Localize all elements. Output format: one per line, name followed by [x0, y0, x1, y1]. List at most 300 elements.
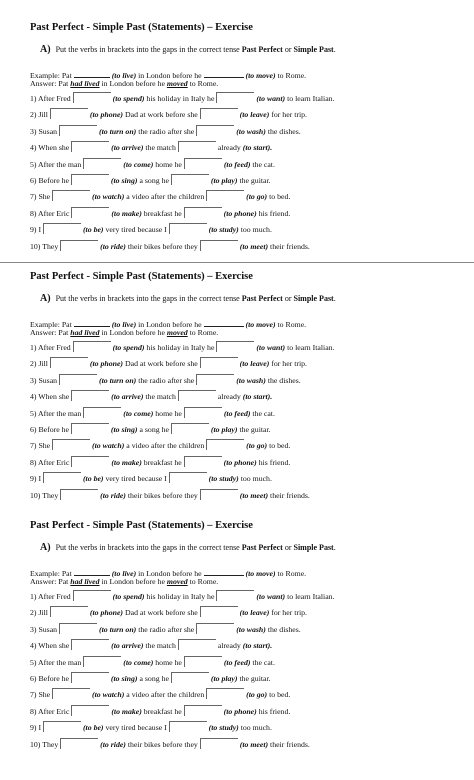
item-text: his friend. — [258, 706, 291, 716]
item-text: his holiday in Italy he — [146, 343, 215, 352]
answer-gap-input[interactable] — [59, 374, 97, 385]
exercise-item — [30, 656, 275, 668]
answer-gap-input[interactable] — [171, 174, 209, 185]
answer-gap-input[interactable] — [169, 472, 207, 483]
item-text: to bed. — [269, 441, 291, 451]
item-verb: (to arrive) — [111, 143, 144, 153]
item-verb: (to meet) — [239, 241, 269, 251]
answer-gap-input[interactable] — [71, 390, 109, 401]
item-verb: (to be) — [82, 723, 104, 733]
instruction-text: Put the verbs in brackets into the gaps in the correct tense — [55, 45, 240, 54]
answer-gap-input[interactable] — [200, 489, 238, 500]
answer-line — [30, 577, 218, 587]
item-text: 8) After Eric — [30, 208, 70, 218]
item-text: 1) After Fred — [30, 94, 71, 103]
item-text: for her trip. — [271, 608, 307, 618]
item-text: 9) I — [30, 474, 42, 484]
example-blank — [74, 69, 110, 78]
instruction-text: Put the verbs in brackets into the gaps in the correct tense — [55, 294, 240, 303]
exercise-item — [30, 190, 290, 202]
item-verb: (to make) — [111, 706, 142, 716]
item-verb: (to phone) — [223, 706, 257, 716]
instruction — [40, 542, 336, 553]
answer-gap-input[interactable] — [206, 688, 244, 699]
item-text: his friend. — [258, 208, 291, 218]
item-text: the guitar. — [239, 425, 271, 434]
item-text: to learn Italian. — [287, 343, 335, 352]
item-text: 1) After Fred — [30, 343, 71, 352]
item-verb: (to sing) — [110, 176, 138, 185]
item-text: his holiday in Italy he — [146, 592, 215, 601]
example-blank — [74, 318, 110, 327]
item-text: (to start). — [242, 143, 273, 153]
item-text: a video after the children — [126, 192, 205, 202]
instruction-option-2: Simple Past — [293, 45, 334, 54]
exercise-item — [30, 738, 310, 750]
answer-gap-input[interactable] — [169, 223, 207, 234]
exercise-item — [30, 623, 301, 635]
item-text: a song he — [139, 674, 169, 683]
answer-verb: moved — [166, 79, 188, 88]
item-verb: (to spend) — [112, 343, 145, 352]
section-divider — [0, 262, 474, 263]
item-text: to learn Italian. — [287, 592, 335, 601]
answer-gap-input[interactable] — [184, 656, 222, 667]
answer-verb: moved — [166, 328, 188, 337]
answer-gap-input[interactable] — [50, 357, 88, 368]
instruction — [40, 44, 336, 55]
instruction-letter: A) — [40, 542, 51, 553]
item-text: the match — [145, 641, 176, 651]
answer-gap-input[interactable] — [71, 141, 109, 152]
example-blank — [204, 318, 244, 327]
answer-gap-input[interactable] — [216, 92, 254, 103]
answer-gap-input[interactable] — [83, 158, 121, 169]
item-text: a video after the children — [126, 690, 205, 700]
answer-gap-input[interactable] — [71, 174, 109, 185]
answer-gap-input[interactable] — [178, 390, 216, 401]
item-verb: (to turn on) — [98, 624, 137, 634]
item-verb: (to ride) — [100, 739, 126, 749]
item-verb: (to ride) — [100, 241, 126, 251]
item-verb: (to come) — [123, 408, 154, 418]
item-verb: (to leave) — [239, 110, 270, 120]
item-verb: (to go) — [246, 192, 268, 202]
example-verb: (to move) — [245, 71, 276, 80]
item-text: 8) After Eric — [30, 457, 70, 467]
answer-verb: moved — [166, 577, 188, 586]
item-verb: (to arrive) — [111, 641, 144, 651]
answer-gap-input[interactable] — [43, 223, 81, 234]
item-text: their bikes before they — [127, 241, 198, 251]
exercise-item — [30, 108, 307, 120]
exercise-item — [30, 125, 301, 137]
exercise-item — [30, 341, 335, 353]
exercise-item — [30, 721, 272, 733]
item-text: their bikes before they — [127, 490, 198, 500]
item-verb: (to watch) — [92, 441, 125, 451]
item-text: 6) Before he — [30, 425, 69, 434]
item-verb: (to ride) — [100, 490, 126, 500]
instruction-option-1: Past Perfect — [241, 45, 283, 54]
exercise-item — [30, 489, 310, 501]
item-text: 8) After Eric — [30, 706, 70, 716]
example-verb: (to live) — [111, 569, 137, 578]
answer-gap-input[interactable] — [71, 207, 109, 218]
example-text: in London before he — [138, 320, 202, 329]
item-verb: (to study) — [208, 474, 239, 484]
item-text: the dishes. — [267, 624, 301, 634]
answer-line — [30, 79, 218, 89]
example-text: Example: Pat — [30, 320, 72, 329]
answer-gap-input[interactable] — [200, 738, 238, 749]
item-text: home he — [155, 408, 182, 418]
answer-gap-input[interactable] — [73, 341, 111, 352]
answer-text: Answer: Pat — [30, 328, 69, 337]
item-text: for her trip. — [271, 359, 307, 369]
item-verb: (to come) — [123, 159, 154, 169]
item-verb: (to be) — [82, 474, 104, 484]
answer-text: in London before he — [101, 79, 165, 88]
item-verb: (to meet) — [239, 490, 269, 500]
item-text: breakfast he — [143, 457, 182, 467]
example-text: to Rome. — [277, 320, 307, 329]
item-text: 7) She — [30, 441, 51, 451]
item-verb: already — [217, 641, 241, 651]
answer-gap-input[interactable] — [184, 207, 222, 218]
item-verb: (to meet) — [239, 739, 269, 749]
instruction-end: . — [333, 543, 336, 552]
answer-gap-input[interactable] — [43, 472, 81, 483]
exercise-item — [30, 472, 272, 484]
item-text: 3) Susan — [30, 624, 58, 634]
answer-gap-input[interactable] — [200, 240, 238, 251]
exercise-item — [30, 92, 335, 104]
item-text: too much. — [240, 225, 272, 235]
answer-text: in London before he — [101, 577, 165, 586]
example-verb: (to move) — [245, 320, 276, 329]
exercise-item — [30, 606, 307, 618]
exercise-item — [30, 639, 272, 651]
answer-line — [30, 328, 218, 338]
item-text: home he — [155, 159, 182, 169]
example-blank — [204, 567, 244, 576]
item-verb: (to wash) — [236, 126, 266, 136]
instruction-end: . — [333, 294, 336, 303]
answer-gap-input[interactable] — [206, 439, 244, 450]
answer-text: to Rome. — [189, 577, 219, 586]
item-text: too much. — [240, 723, 272, 733]
answer-gap-input[interactable] — [73, 590, 111, 601]
answer-text: to Rome. — [189, 79, 219, 88]
item-text: very tired because I — [105, 474, 167, 484]
answer-gap-input[interactable] — [60, 489, 98, 500]
item-verb: (to play) — [210, 176, 238, 185]
item-text: 2) Jill — [30, 359, 48, 369]
item-text: a video after the children — [126, 441, 205, 451]
item-verb: (to phone) — [223, 208, 257, 218]
answer-gap-input[interactable] — [200, 606, 238, 617]
item-text: (to start). — [242, 641, 273, 651]
exercise-item — [30, 423, 271, 435]
item-verb: (to want) — [256, 592, 286, 601]
item-text: the match — [145, 392, 176, 402]
item-text: to bed. — [269, 192, 291, 202]
example-text: in London before he — [138, 569, 202, 578]
answer-gap-input[interactable] — [43, 721, 81, 732]
answer-gap-input[interactable] — [52, 190, 90, 201]
example-blank — [204, 69, 244, 78]
answer-gap-input[interactable] — [59, 125, 97, 136]
answer-text: Answer: Pat — [30, 79, 69, 88]
answer-gap-input[interactable] — [71, 456, 109, 467]
item-verb: (to sing) — [110, 674, 138, 683]
instruction-or: or — [284, 543, 292, 552]
item-verb: (to study) — [208, 225, 239, 235]
item-verb: (to feed) — [223, 159, 251, 169]
item-verb: (to come) — [123, 657, 154, 667]
item-text: 5) After the man — [30, 159, 82, 169]
item-verb: (to watch) — [92, 192, 125, 202]
item-text: 9) I — [30, 723, 42, 733]
item-verb: (to play) — [210, 425, 238, 434]
instruction-letter: A) — [40, 293, 51, 304]
item-text: a song he — [139, 425, 169, 434]
item-text: 4) When she — [30, 143, 70, 153]
answer-gap-input[interactable] — [200, 108, 238, 119]
answer-gap-input[interactable] — [178, 639, 216, 650]
item-verb: (to wash) — [236, 375, 266, 385]
item-verb: already — [217, 143, 241, 153]
item-text: his holiday in Italy he — [146, 94, 215, 103]
answer-gap-input[interactable] — [184, 705, 222, 716]
item-text: Dad at work before she — [124, 608, 198, 618]
answer-gap-input[interactable] — [184, 456, 222, 467]
exercise-item — [30, 705, 290, 717]
item-verb: (to make) — [111, 208, 142, 218]
item-verb: (to go) — [246, 441, 268, 451]
item-verb: (to phone) — [89, 608, 124, 618]
answer-gap-input[interactable] — [60, 240, 98, 251]
item-verb: (to study) — [208, 723, 239, 733]
item-text: 3) Susan — [30, 126, 58, 136]
item-text: the guitar. — [239, 176, 271, 185]
item-text: very tired because I — [105, 723, 167, 733]
item-text: 10) They — [30, 739, 59, 749]
example-blank — [74, 567, 110, 576]
item-text: their friends. — [270, 241, 310, 251]
answer-gap-input[interactable] — [73, 92, 111, 103]
exercise-item — [30, 374, 301, 386]
exercise-item — [30, 688, 290, 700]
instruction-or: or — [284, 45, 292, 54]
item-text: their friends. — [270, 490, 310, 500]
answer-gap-input[interactable] — [184, 407, 222, 418]
exercise-item — [30, 240, 310, 252]
instruction-option-2: Simple Past — [293, 543, 334, 552]
item-verb: (to leave) — [239, 608, 270, 618]
answer-gap-input[interactable] — [216, 341, 254, 352]
answer-gap-input[interactable] — [50, 606, 88, 617]
item-text: breakfast he — [143, 706, 182, 716]
item-text: 6) Before he — [30, 176, 69, 185]
item-text: the radio after she — [138, 126, 195, 136]
answer-gap-input[interactable] — [200, 357, 238, 368]
exercise-item — [30, 223, 272, 235]
item-text: 6) Before he — [30, 674, 69, 683]
instruction-or: or — [284, 294, 292, 303]
answer-gap-input[interactable] — [196, 374, 234, 385]
item-text: 2) Jill — [30, 608, 48, 618]
answer-gap-input[interactable] — [71, 705, 109, 716]
item-text: the guitar. — [239, 674, 271, 683]
answer-gap-input[interactable] — [171, 672, 209, 683]
answer-gap-input[interactable] — [216, 590, 254, 601]
exercise-item — [30, 672, 271, 684]
item-text: 7) She — [30, 690, 51, 700]
answer-gap-input[interactable] — [178, 141, 216, 152]
exercise-item — [30, 456, 290, 468]
answer-gap-input[interactable] — [83, 407, 121, 418]
instruction-end: . — [333, 45, 336, 54]
exercise-title: Past Perfect - Simple Past (Statements) – Exercise — [30, 271, 253, 282]
item-text: Dad at work before she — [124, 110, 198, 120]
item-verb: (to arrive) — [111, 392, 144, 402]
exercise-item — [30, 158, 275, 170]
exercise-item — [30, 174, 271, 186]
answer-verb: had lived — [70, 577, 100, 586]
answer-gap-input[interactable] — [50, 108, 88, 119]
answer-gap-input[interactable] — [169, 721, 207, 732]
item-verb: (to sing) — [110, 425, 138, 434]
item-text: very tired because I — [105, 225, 167, 235]
answer-gap-input[interactable] — [196, 125, 234, 136]
answer-gap-input[interactable] — [71, 639, 109, 650]
item-text: 10) They — [30, 490, 59, 500]
item-text: Dad at work before she — [124, 359, 198, 369]
item-text: 10) They — [30, 241, 59, 251]
item-verb: (to turn on) — [98, 126, 137, 136]
item-text: the cat. — [252, 159, 275, 169]
item-text: 9) I — [30, 225, 42, 235]
answer-gap-input[interactable] — [206, 190, 244, 201]
example-verb: (to live) — [111, 320, 137, 329]
item-text: for her trip. — [271, 110, 307, 120]
instruction-option-1: Past Perfect — [241, 543, 283, 552]
exercise-title: Past Perfect - Simple Past (Statements) – Exercise — [30, 22, 253, 33]
exercise-item — [30, 390, 272, 402]
item-verb: (to wash) — [236, 624, 266, 634]
item-text: the match — [145, 143, 176, 153]
answer-text: in London before he — [101, 328, 165, 337]
answer-verb: had lived — [70, 79, 100, 88]
example-verb: (to live) — [111, 71, 137, 80]
exercise-item — [30, 590, 335, 602]
item-text: 4) When she — [30, 641, 70, 651]
item-text: his friend. — [258, 457, 291, 467]
exercise-item — [30, 141, 272, 153]
item-text: the radio after she — [138, 624, 195, 634]
item-text: the dishes. — [267, 375, 301, 385]
example-text: in London before he — [138, 71, 202, 80]
example-text: Example: Pat — [30, 569, 72, 578]
exercise-item — [30, 357, 307, 369]
answer-gap-input[interactable] — [71, 423, 109, 434]
instruction-option-2: Simple Past — [293, 294, 334, 303]
item-verb: already — [217, 392, 241, 402]
example-verb: (to move) — [245, 569, 276, 578]
item-text: the radio after she — [138, 375, 195, 385]
item-text: 7) She — [30, 192, 51, 202]
item-text: home he — [155, 657, 182, 667]
item-verb: (to turn on) — [98, 375, 137, 385]
item-verb: (to spend) — [112, 592, 145, 601]
answer-text: Answer: Pat — [30, 577, 69, 586]
item-text: 3) Susan — [30, 375, 58, 385]
example-text: to Rome. — [277, 569, 307, 578]
answer-gap-input[interactable] — [184, 158, 222, 169]
answer-gap-input[interactable] — [196, 623, 234, 634]
exercise-title: Past Perfect - Simple Past (Statements) – Exercise — [30, 520, 253, 531]
instruction — [40, 293, 336, 304]
item-verb: (to feed) — [223, 657, 251, 667]
item-verb: (to phone) — [223, 457, 257, 467]
item-text: their friends. — [270, 739, 310, 749]
item-verb: (to phone) — [89, 110, 124, 120]
answer-gap-input[interactable] — [171, 423, 209, 434]
item-verb: (to be) — [82, 225, 104, 235]
item-verb: (to leave) — [239, 359, 270, 369]
item-text: 2) Jill — [30, 110, 48, 120]
item-text: breakfast he — [143, 208, 182, 218]
item-text: to bed. — [269, 690, 291, 700]
exercise-item — [30, 407, 275, 419]
answer-gap-input[interactable] — [59, 623, 97, 634]
item-verb: (to want) — [256, 343, 286, 352]
item-text: their bikes before they — [127, 739, 198, 749]
answer-gap-input[interactable] — [52, 439, 90, 450]
instruction-letter: A) — [40, 44, 51, 55]
item-verb: (to play) — [210, 674, 238, 683]
answer-gap-input[interactable] — [83, 656, 121, 667]
example-text: Example: Pat — [30, 71, 72, 80]
item-verb: (to make) — [111, 457, 142, 467]
item-text: too much. — [240, 474, 272, 484]
item-verb: (to want) — [256, 94, 286, 103]
item-verb: (to phone) — [89, 359, 124, 369]
item-text: 1) After Fred — [30, 592, 71, 601]
item-verb: (to spend) — [112, 94, 145, 103]
answer-gap-input[interactable] — [60, 738, 98, 749]
item-text: 4) When she — [30, 392, 70, 402]
answer-text: to Rome. — [189, 328, 219, 337]
item-text: the cat. — [252, 657, 275, 667]
example-text: to Rome. — [277, 71, 307, 80]
answer-gap-input[interactable] — [52, 688, 90, 699]
item-text: (to start). — [242, 392, 273, 402]
exercise-item — [30, 207, 290, 219]
item-verb: (to go) — [246, 690, 268, 700]
answer-gap-input[interactable] — [71, 672, 109, 683]
item-text: to learn Italian. — [287, 94, 335, 103]
instruction-text: Put the verbs in brackets into the gaps in the correct tense — [55, 543, 240, 552]
item-text: 5) After the man — [30, 408, 82, 418]
item-text: 5) After the man — [30, 657, 82, 667]
exercise-item — [30, 439, 290, 451]
item-text: the cat. — [252, 408, 275, 418]
item-text: a song he — [139, 176, 169, 185]
item-verb: (to watch) — [92, 690, 125, 700]
